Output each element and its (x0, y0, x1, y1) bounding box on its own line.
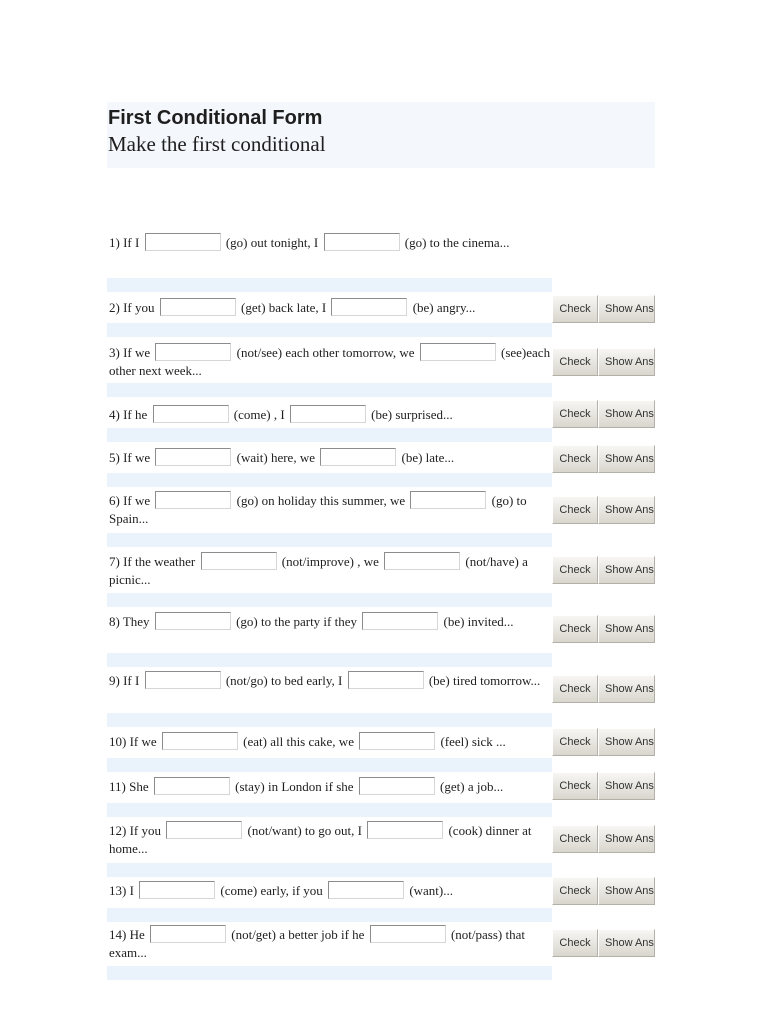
show-answer-button[interactable]: Show Ans (598, 556, 655, 584)
question-segment: (not/get) a better job if he (231, 927, 365, 942)
answer-input[interactable] (201, 552, 277, 570)
question-text (107, 612, 552, 631)
answer-input[interactable] (328, 881, 404, 899)
question-segment: (go) to Spain... (109, 493, 527, 526)
answer-input[interactable] (155, 491, 231, 509)
answer-buttons (552, 496, 655, 524)
question-text (107, 671, 552, 690)
answer-buttons (552, 400, 655, 428)
question-list (107, 168, 655, 998)
show-answer-button[interactable]: Show Ans (598, 929, 655, 957)
question-text (107, 925, 552, 962)
question-segment: (not/see) each other tomorrow, we (236, 345, 415, 360)
question-segment: (not/have) a picnic... (109, 554, 528, 587)
answer-input[interactable] (139, 881, 215, 899)
question-text (107, 777, 552, 796)
show-answer-button[interactable]: Show Ans (598, 728, 655, 756)
answer-input[interactable] (359, 732, 435, 750)
question-text (107, 552, 552, 589)
question-segment: (be) surprised... (371, 407, 453, 422)
answer-buttons (552, 877, 655, 905)
answer-input[interactable] (153, 405, 229, 423)
answer-input[interactable] (359, 777, 435, 795)
question-segment: (go) to the cinema... (404, 235, 510, 250)
answer-input[interactable] (155, 612, 231, 630)
check-button[interactable]: Check (552, 615, 598, 643)
answer-input[interactable] (410, 491, 486, 509)
question-segment: 10) If we (109, 734, 157, 749)
answer-input[interactable] (160, 298, 236, 316)
answer-input[interactable] (155, 343, 231, 361)
answer-input[interactable] (324, 233, 400, 251)
answer-buttons (552, 929, 655, 957)
question-segment: (come) , I (233, 407, 285, 422)
answer-input[interactable] (348, 671, 424, 689)
question-segment: (not/want) to go out, I (247, 823, 362, 838)
row-separator (107, 653, 552, 667)
question-segment: 11) She (109, 779, 149, 794)
question-segment: (eat) all this cake, we (243, 734, 354, 749)
check-button[interactable]: Check (552, 929, 598, 957)
question-segment: 9) If I (109, 673, 140, 688)
row-separator (107, 803, 552, 817)
question-segment: (see)each other next week... (109, 345, 551, 378)
answer-input[interactable] (145, 233, 221, 251)
answer-input[interactable] (290, 405, 366, 423)
answer-buttons (552, 348, 655, 376)
question-segment: (wait) here, we (236, 450, 315, 465)
question-segment: 13) I (109, 883, 134, 898)
answer-input[interactable] (162, 732, 238, 750)
answer-buttons (552, 825, 655, 853)
check-button[interactable]: Check (552, 877, 598, 905)
question-text (107, 405, 552, 424)
question-segment: 7) If the weather (109, 554, 196, 569)
answer-buttons (552, 615, 655, 643)
question-segment: (get) back late, I (241, 300, 327, 315)
check-button[interactable]: Check (552, 496, 598, 524)
question-text (107, 821, 552, 858)
row-separator (107, 428, 552, 442)
row-separator (107, 966, 552, 980)
page-title: First Conditional Form (108, 107, 323, 129)
show-answer-button[interactable]: Show Ans (598, 772, 655, 800)
question-segment: (be) late... (401, 450, 455, 465)
row-separator (107, 323, 552, 337)
question-text (107, 233, 552, 252)
exercise-sheet (107, 102, 655, 998)
question-segment: (come) early, if you (220, 883, 323, 898)
question-segment: (get) a job... (440, 779, 504, 794)
question-segment: (not/improve) , we (281, 554, 379, 569)
question-segment: (be) invited... (443, 614, 514, 629)
question-segment: 8) They (109, 614, 150, 629)
question-text (107, 732, 552, 751)
check-button[interactable]: Check (552, 675, 598, 703)
show-answer-button[interactable]: Show Ans (598, 496, 655, 524)
check-button[interactable]: Check (552, 728, 598, 756)
check-button[interactable]: Check (552, 445, 598, 473)
answer-input[interactable] (145, 671, 221, 689)
question-segment: 3) If we (109, 345, 151, 360)
question-segment: (not/pass) that exam... (109, 927, 525, 960)
show-answer-button[interactable]: Show Ans (598, 675, 655, 703)
answer-buttons (552, 728, 655, 756)
answer-input[interactable] (155, 448, 231, 466)
question-segment: (cook) dinner at home... (109, 823, 532, 856)
question-segment: 4) If he (109, 407, 148, 422)
answer-input[interactable] (166, 821, 242, 839)
answer-buttons (552, 556, 655, 584)
show-answer-button[interactable]: Show Ans (598, 400, 655, 428)
question-segment: (want)... (409, 883, 453, 898)
row-separator (107, 473, 552, 487)
answer-input[interactable] (320, 448, 396, 466)
question-segment: 6) If we (109, 493, 151, 508)
check-button[interactable]: Check (552, 825, 598, 853)
check-button[interactable]: Check (552, 772, 598, 800)
row-separator (107, 383, 552, 397)
show-answer-button[interactable]: Show Ans (598, 348, 655, 376)
answer-input[interactable] (384, 552, 460, 570)
answer-buttons (552, 675, 655, 703)
question-segment: 5) If we (109, 450, 151, 465)
question-segment: 14) He (109, 927, 145, 942)
question-segment: (go) out tonight, I (225, 235, 319, 250)
question-segment: (stay) in London if she (235, 779, 354, 794)
question-text (107, 448, 552, 467)
answer-input[interactable] (331, 298, 407, 316)
question-segment: (not/go) to bed early, I (225, 673, 343, 688)
question-segment: (be) tired tomorrow... (428, 673, 541, 688)
row-separator (107, 593, 552, 607)
show-answer-button[interactable]: Show Ans (598, 615, 655, 643)
answer-buttons (552, 772, 655, 800)
row-separator (107, 278, 552, 292)
check-button[interactable]: Check (552, 400, 598, 428)
show-answer-button[interactable]: Show Ans (598, 877, 655, 905)
check-button[interactable]: Check (552, 556, 598, 584)
show-answer-button[interactable]: Show Ans (598, 445, 655, 473)
answer-input[interactable] (370, 925, 446, 943)
question-segment: (feel) sick ... (440, 734, 506, 749)
answer-input[interactable] (420, 343, 496, 361)
answer-buttons (552, 295, 655, 323)
answer-input[interactable] (154, 777, 230, 795)
question-text (107, 343, 552, 380)
show-answer-button[interactable]: Show Ans (598, 825, 655, 853)
answer-buttons (552, 445, 655, 473)
question-segment: 12) If you (109, 823, 161, 838)
question-segment: 1) If I (109, 235, 140, 250)
row-separator (107, 758, 552, 772)
check-button[interactable]: Check (552, 348, 598, 376)
question-text (107, 298, 552, 317)
answer-input[interactable] (367, 821, 443, 839)
question-segment: (be) angry... (412, 300, 476, 315)
question-text (107, 491, 552, 528)
show-answer-button[interactable]: Show Ans (598, 295, 655, 323)
question-segment: (go) on holiday this summer, we (236, 493, 406, 508)
answer-input[interactable] (362, 612, 438, 630)
exercise-header (107, 102, 655, 168)
row-separator (107, 863, 552, 877)
question-segment: (go) to the party if they (236, 614, 357, 629)
check-button[interactable]: Check (552, 295, 598, 323)
page-subtitle: Make the first conditional (108, 132, 326, 156)
row-separator (107, 533, 552, 547)
row-separator (107, 908, 552, 922)
question-text (107, 881, 552, 900)
answer-input[interactable] (150, 925, 226, 943)
question-segment: 2) If you (109, 300, 155, 315)
row-separator (107, 713, 552, 727)
